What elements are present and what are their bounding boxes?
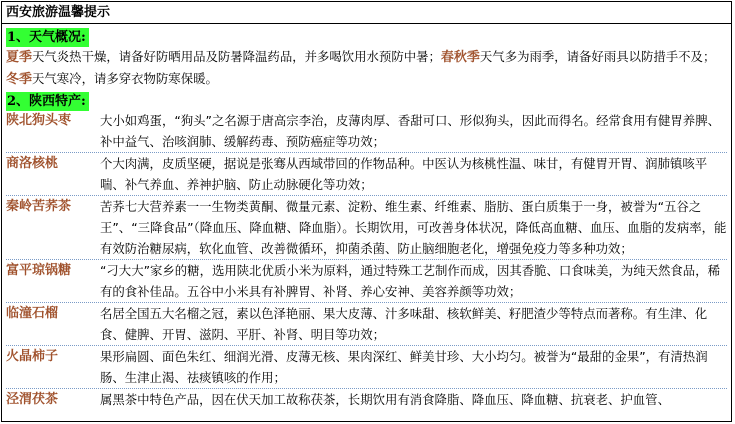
specialty-desc: “刁大大”家乡的糖，选用陕北优质小米为原料，通过特殊工艺制作而成，因其香脆、口食味美，为纯天然食品，稀有的食补佳品。五谷中小米具有补脾胃、补肾、养心安神、美容养颜等功效；: [100, 263, 720, 299]
specialty-entry: [6, 153, 727, 196]
springautumn-label: 春秋季: [440, 50, 480, 65]
specialty-desc: 名居全国五大名榴之冠，素以色泽艳丽、果大皮薄、汁多味甜、核软鲜美、籽肥渣少等特点而著称。有生津、化食、健脾、开胃、滋阴、平肝、补肾、明目等功效；: [100, 306, 708, 342]
specialty-name: 临潼石榴: [6, 306, 59, 321]
weather-paragraph: [6, 46, 727, 90]
specialty-entry: [6, 196, 727, 260]
specialty-name: 富平琼锅糖: [6, 263, 72, 278]
specialty-name: 泾渭茯茶: [6, 392, 59, 407]
summer-label: 夏季: [6, 50, 33, 65]
specialty-desc: 苦荞七大营养素一一生物类黄酮、微量元素、淀粉、维生素、纤维素、脂肪、蛋白质集于一身，被誉为“五谷之王”、“三降食品”（降血压、降血糖、降血脂）。长期饮用，可改善身体状况，降低高血糖、血压、血脂的发病率，能有效防治糖尿病，软化血管、改善微循环，抑菌杀菌、防止脑细胞老化，增强免疫力等多种功效；: [100, 199, 727, 256]
panel-title: 西安旅游温馨提示: [2, 2, 731, 24]
specialty-entry: [6, 346, 727, 389]
specialty-entry: [6, 303, 727, 346]
weather-heading-row: [6, 27, 727, 46]
specialty-entry: [6, 110, 727, 153]
weather-heading: 1、天气概况:: [6, 28, 89, 47]
winter-text: 天气寒冷，请多穿衣物防寒保暖。: [32, 71, 218, 86]
specialty-name: 秦岭苦荞茶: [6, 199, 72, 214]
specialty-desc: 果形扁圆、面色朱红、细润光滑、皮薄无核、果肉深红、鲜美甘珍、大小均匀。被誉为“最甜的金果”，有清热润肠、生津止渴、祛痰镇咳的作用；: [100, 349, 708, 385]
specialty-desc: 属黑茶中特色产品，因在伏天加工故称茯茶，长期饮用有消食降脂、降血压、降血糖、抗衰老、护血管、: [100, 392, 670, 407]
specialty-entry: [6, 389, 727, 410]
specialty-desc: 大小如鸡蛋，“狗头”之名源于唐高宗李治，皮薄肉厚、香甜可口、形似狗头，因此而得名。经常食用有健胃养脾、补中益气、治咳润肺、缓解药毒、预防癌症等功效；: [100, 113, 720, 149]
specialty-name: 陕北狗头枣: [6, 113, 72, 128]
panel-body: [2, 24, 731, 410]
specialty-name: 商洛核桃: [6, 156, 59, 171]
specialty-desc: 个大肉满，皮质坚硬，据说是张骞从西域带回的作物品种。中医认为核桃性温、味甘，有健胃开胃、润肺镇咳平喘、补气养血、养神护脑、防止动脉硬化等功效；: [100, 156, 708, 192]
springautumn-text: 天气多为雨季，请备好雨具以防措手不及；: [479, 49, 716, 64]
specialties-heading: 2、陕西特产:: [6, 92, 89, 111]
tips-panel: [1, 1, 732, 422]
specialty-name: 火晶柿子: [6, 349, 59, 364]
specialty-entry: [6, 260, 727, 303]
specialties-heading-row: [6, 91, 727, 110]
winter-label: 冬季: [6, 72, 33, 87]
summer-text: 天气炎热干燥，请备好防晒用品及防暑降温药品，并多喝饮用水预防中暑；: [32, 49, 441, 64]
